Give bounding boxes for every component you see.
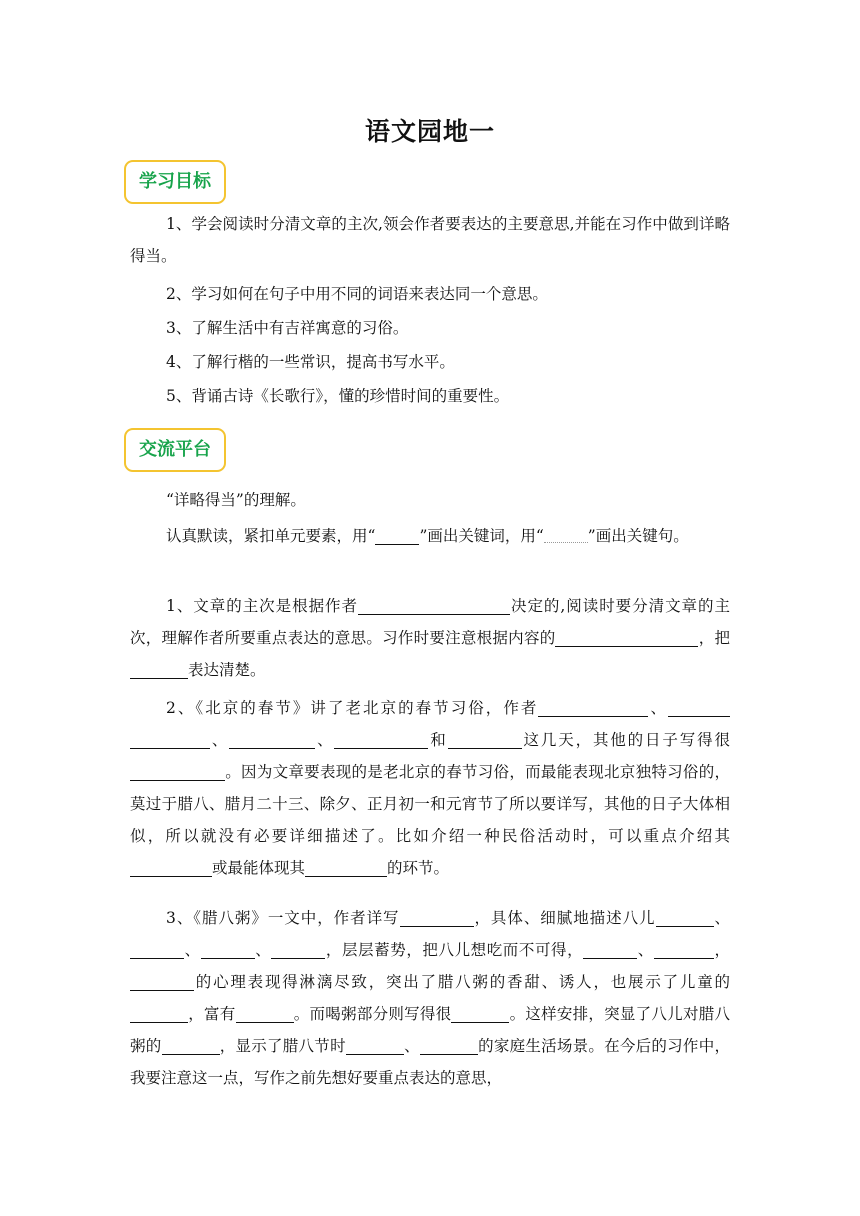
fill-blank[interactable] [130,728,210,749]
fill-blank[interactable] [130,970,194,991]
section-badge-exchange: 交流平台 [124,428,226,472]
fill-blank[interactable] [334,728,428,749]
exercise-paragraph-2: 2、《北京的春节》讲了老北京的春节习俗，作者 、、 、 和 这几天，其他的日子写得很。因为文章要表现的是老北京的春节习俗，而最能表现北京独特习俗的，莫过于腊八、腊月二十三、除夕、正月初一和元宵节了所以要详写，其他的日子大体相似，所以就没有必要详细描述了。比如介绍一种民俗活动时，可以重点介绍其或最能体现其 的环节。 [130,692,730,884]
fill-blank[interactable] [538,696,648,717]
goal-item: 5、背诵古诗《长歌行》，懂的珍惜时间的重要性。 [166,387,510,405]
fill-blank[interactable] [656,906,714,927]
fill-blank[interactable] [305,856,387,877]
fill-blank[interactable] [201,938,255,959]
fill-blank[interactable] [400,906,474,927]
fill-blank[interactable] [229,728,315,749]
fill-blank[interactable] [448,728,522,749]
goal-item: 3、了解生活中有吉祥寓意的习俗。 [166,319,409,337]
fill-blank[interactable] [420,1034,478,1055]
fill-blank[interactable] [130,1002,188,1023]
exercise-paragraph-3: 3、《腊八粥》一文中，作者详写 ，具体、细腻地描述八儿 、、 、 ，层层蓄势，把八儿想吃而不可得， 、 ，的心理表现得淋漓尽致，突出了腊八粥的香甜、诱人，也展示了儿童的，富有 。而喝粥部分则写得很 。这样安排，突显了八儿对腊八粥的 ，显示了腊八节时 、 的家庭生活场景。在今后的习作中，我要注意这一点，写作之前先想好要重点表达的意思， [130,902,730,1094]
goal-item: 1、学会阅读时分清文章的主次,领会作者要表达的主要意思,并能在习作中做到详略得当。 [130,215,730,265]
fill-blank[interactable] [162,1034,220,1055]
fill-blank[interactable] [583,938,637,959]
fill-blank[interactable] [555,626,650,647]
exercise-paragraph-1: 1、文章的主次是根据作者 决定的,阅读时要分清文章的主次，理解作者所要重点表达的意思。习作时要注意根据内容的 ，把表达清楚。 [130,590,730,686]
dotted-underline-sample [544,524,588,543]
instruction-paragraph: 认真默读，紧扣单元要素，用“ ”画出关键词，用“ ”画出关键句。 [130,520,730,552]
fill-blank[interactable] [130,856,212,877]
fill-blank[interactable] [130,938,184,959]
fill-blank[interactable] [130,658,188,679]
fill-blank[interactable] [451,1002,509,1023]
fill-blank[interactable] [271,938,325,959]
fill-blank[interactable] [650,626,698,647]
fill-blank[interactable] [654,938,714,959]
fill-blank[interactable] [668,696,730,717]
underline-sample [375,524,419,545]
fill-blank[interactable] [236,1002,294,1023]
page-title: 语文园地一 [364,117,495,146]
fill-blank[interactable] [346,1034,404,1055]
section-badge-goals: 学习目标 [124,160,226,204]
fill-blank[interactable] [130,760,225,781]
goal-item: 4、了解行楷的一些常识，提高书写水平。 [166,353,455,371]
goal-item: 2、学习如何在句子中用不同的词语来表达同一个意思。 [166,285,548,303]
exchange-topic: “详略得当”的理解。 [166,491,306,509]
fill-blank[interactable] [358,594,510,615]
